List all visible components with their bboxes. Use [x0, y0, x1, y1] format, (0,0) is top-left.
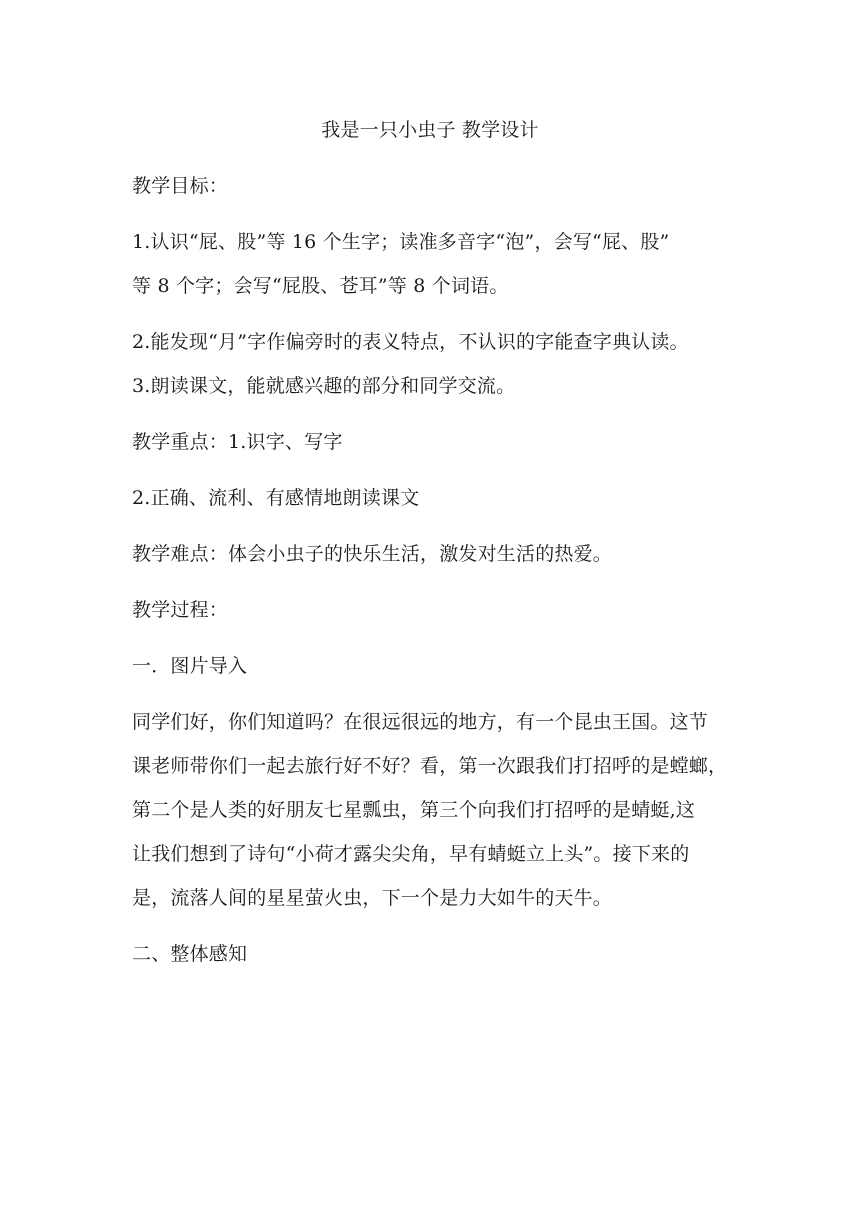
intro-paragraph-line-3: 第二个是人类的好朋友七星瓢虫，第三个向我们打招呼的是蜻蜓,这 [132, 799, 696, 821]
difficulties: 教学难点：体会小虫子的快乐生活，激发对生活的热爱。 [132, 543, 613, 565]
objective-1-line-1: 1.认识“屁、股”等 16 个生字；读准多音字“泡”，会写“屁、股” [132, 231, 670, 253]
objective-2: 2.能发现“月”字作偏旁时的表义特点，不认识的字能查字典认读。 [132, 331, 689, 353]
key-points-line-2: 2.正确、流利、有感情地朗读课文 [132, 487, 420, 509]
document-title: 我是一只小虫子 教学设计 [321, 119, 539, 141]
objectives-heading: 教学目标： [132, 175, 229, 197]
intro-paragraph-line-5: 是，流落人间的星星萤火虫，下一个是力大如牛的天牛。 [132, 887, 613, 909]
intro-paragraph-line-1: 同学们好，你们知道吗？在很远很远的地方，有一个昆虫王国。这节 [132, 711, 709, 733]
intro-paragraph-line-2: 课老师带你们一起去旅行好不好？看，第一次跟我们打招呼的是螳螂， [132, 755, 728, 777]
intro-paragraph-line-4: 让我们想到了诗句“小荷才露尖尖角，早有蜻蜓立上头”。接下来的 [132, 843, 690, 865]
process-heading: 教学过程： [132, 599, 229, 621]
key-points-line-1: 教学重点：1.识字、写字 [132, 431, 343, 453]
section-1-heading: 一．图片导入 [132, 655, 248, 677]
objective-1-line-2: 等 8 个字；会写“屁股、苍耳”等 8 个词语。 [132, 275, 509, 297]
section-2-heading: 二、整体感知 [132, 943, 248, 965]
objective-3: 3.朗读课文，能就感兴趣的部分和同学交流。 [132, 375, 516, 397]
